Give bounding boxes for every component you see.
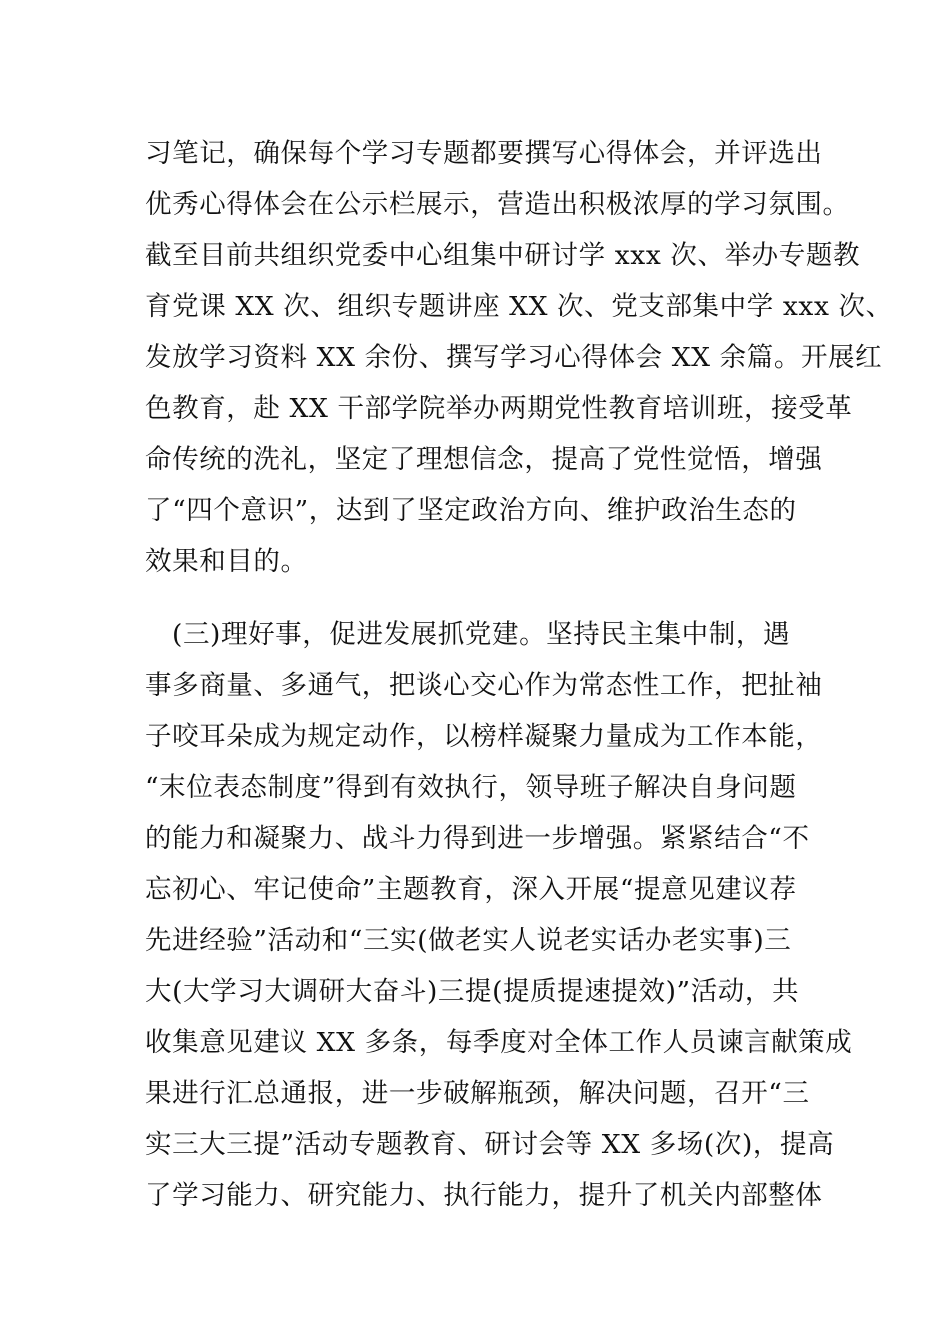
paragraph-1-line-7: 命传统的洗礼，坚定了理想信念，提高了党性觉悟，增强 bbox=[145, 444, 823, 475]
paragraph-1-line-5: 发放学习资料 XX 余份、撰写学习心得体会 XX 余篇。开展红 bbox=[145, 342, 883, 373]
paragraph-2-line-9: 收集意见建议 XX 多条，每季度对全体工作人员谏言献策成 bbox=[145, 1027, 853, 1058]
paragraph-2-line-2: 事多商量、多通气，把谈心交心作为常态性工作，把扯袖 bbox=[145, 670, 823, 701]
paragraph-2-line-11: 实三大三提”活动专题教育、研讨会等 XX 多场(次)，提高 bbox=[145, 1129, 835, 1160]
paragraph-2-line-1: (三)理好事，促进发展抓党建。坚持民主集中制，遇 bbox=[172, 619, 791, 650]
paragraph-2-line-4: “末位表态制度”得到有效执行，领导班子解决自身问题 bbox=[145, 772, 797, 803]
paragraph-1-line-3: 截至目前共组织党委中心组集中研讨学 xxx 次、举办专题教 bbox=[145, 240, 861, 271]
paragraph-1-line-4: 育党课 XX 次、组织专题讲座 XX 次、党支部集中学 xxx 次、 bbox=[145, 291, 893, 322]
paragraph-2-line-10: 果进行汇总通报，进一步破解瓶颈，解决问题，召开“三 bbox=[145, 1078, 810, 1109]
paragraph-1-line-6: 色教育，赴 XX 干部学院举办两期党性教育培训班，接受革 bbox=[145, 393, 853, 424]
paragraph-1-line-1: 习笔记，确保每个学习专题都要撰写心得体会，并评选出 bbox=[145, 138, 823, 169]
paragraph-2-line-7: 先进经验”活动和“三实(做老实人说老实话办老实事)三 bbox=[145, 925, 792, 956]
paragraph-2-line-12: 了学习能力、研究能力、执行能力，提升了机关内部整体 bbox=[145, 1180, 823, 1211]
paragraph-1-line-8: 了“四个意识”，达到了坚定政治方向、维护政治生态的 bbox=[145, 495, 797, 526]
paragraph-2-line-6: 忘初心、牢记使命”主题教育，深入开展“提意见建议荐 bbox=[145, 874, 797, 905]
paragraph-2-line-5: 的能力和凝聚力、战斗力得到进一步增强。紧紧结合“不 bbox=[145, 823, 810, 854]
paragraph-2-line-8: 大(大学习大调研大奋斗)三提(提质提速提效)”活动，共 bbox=[145, 976, 800, 1007]
paragraph-1-line-2: 优秀心得体会在公示栏展示，营造出积极浓厚的学习氛围。 bbox=[145, 189, 850, 220]
paragraph-1-line-9: 效果和目的。 bbox=[145, 546, 308, 577]
paragraph-2-line-3: 子咬耳朵成为规定动作，以榜样凝聚力量成为工作本能， bbox=[145, 721, 823, 752]
